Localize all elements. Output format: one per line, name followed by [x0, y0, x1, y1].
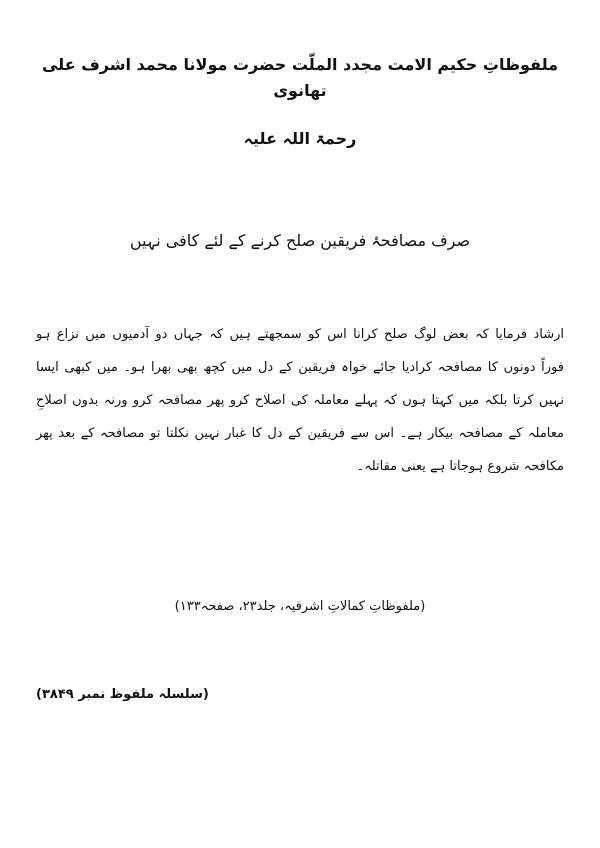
- body-line: فوراً دونوں کا مصافحہ کرادیا جائے خواہ فریقین کے دل میں کچھ بھی بھرا ہو۔ میں کبھی ایسا: [36, 360, 564, 375]
- section-heading: صرف مصافحۂ فریقین صلح کرنے کے لئے کافی نہیں: [129, 231, 471, 250]
- body-paragraph: [36, 318, 564, 483]
- body-line: ارشاد فرمایا کہ بعض لوگ صلح کرانا اس کو سمجھتے ہیں کہ جہاں دو آدمیوں میں نزاع ہو: [36, 327, 564, 342]
- body-line: مکافحہ شروع ہوجاتا ہے یعنی مقاتلہ۔: [356, 459, 564, 474]
- source-citation: (ملفوظاتِ کمالاتِ اشرفیہ، جلد۲۳، صفحہ۱۳۳): [174, 599, 426, 614]
- series-number-row: [36, 683, 564, 707]
- body-line: نہیں کرتا بلکہ میں کہتا ہوں کہ پہلے معاملہ کی اصلاح کرو پھر مصافحہ کرو ورنہ بدوں اصلاحِ: [36, 393, 564, 408]
- body-line: معاملہ کے مصافحہ بیکار ہے۔ اس سے فریقین کے دل کا غبار نہیں نکلتا تو مصافحہ کے بعد پھر: [36, 426, 564, 441]
- page-title: ملفوظاتِ حکیم الامت مجدد الملّت حضرت مولانا محمد اشرف علی تھانوی: [41, 55, 558, 100]
- page-subtitle: رحمۃ اللہ علیہ: [243, 129, 357, 148]
- series-number: (سلسلہ ملفوظ نمبر ۳۸۴۹): [36, 687, 209, 702]
